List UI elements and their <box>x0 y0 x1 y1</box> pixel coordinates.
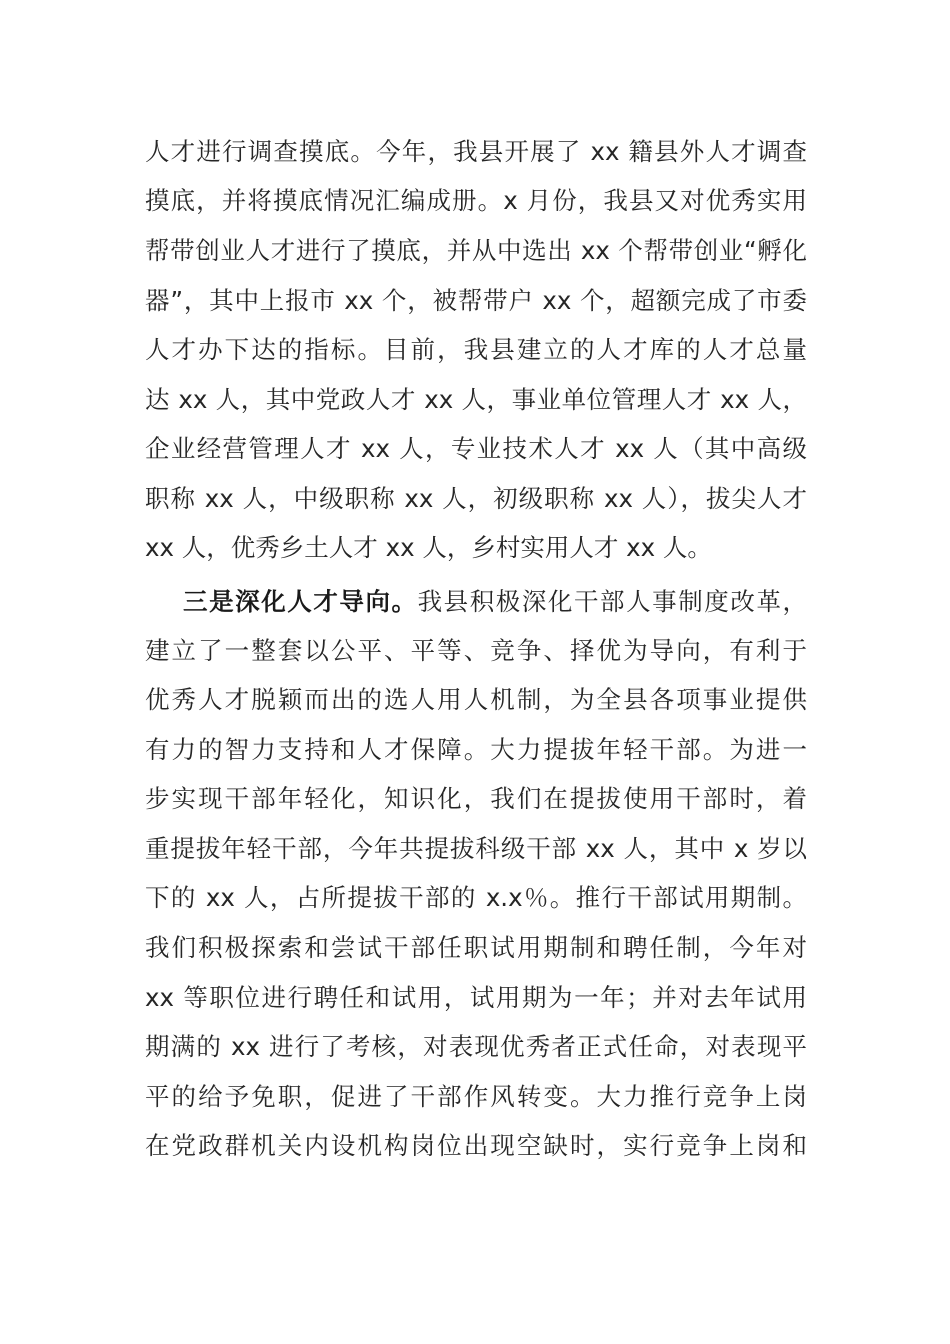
text-line: 重提拔年轻干部，今年共提拔科级干部 xx 人，其中 x 岁以 <box>145 834 807 863</box>
text-line: 有力的智力支持和人才保障。大力提拔年轻干部。为进一 <box>145 735 807 764</box>
text-line: 器”，其中上报市 xx 个，被帮带户 xx 个，超额完成了市委 <box>145 286 807 315</box>
text-line: 平的给予免职，促进了干部作风转变。大力推行竞争上岗 <box>145 1082 807 1111</box>
text-line: 我们积极探索和尝试干部任职试用期制和聘任制，今年对 <box>145 933 807 962</box>
text-line: 优秀人才脱颖而出的选人用人机制，为全县各项事业提供 <box>145 685 807 714</box>
text-line: 人才办下达的指标。目前，我县建立的人才库的人才总量 <box>145 335 807 364</box>
text-line: 在党政群机关内设机构岗位出现空缺时，实行竞争上岗和 <box>145 1131 807 1160</box>
text-line: 建立了一整套以公平、平等、竞争、择优为导向，有利于 <box>145 636 807 665</box>
text-run: 我县积极深化干部人事制度改革， <box>417 587 808 616</box>
text-line: 达 xx 人，其中党政人才 xx 人，事业单位管理人才 xx 人， <box>145 385 807 414</box>
text-line <box>183 582 807 622</box>
text-line: xx 人，优秀乡土人才 xx 人，乡村实用人才 xx 人。 <box>145 533 712 562</box>
text-line: 期满的 xx 进行了考核，对表现优秀者正式任命，对表现平 <box>145 1032 807 1061</box>
text-line: 企业经营管理人才 xx 人，专业技术人才 xx 人（其中高级 <box>145 434 807 463</box>
text-line: xx 等职位进行聘任和试用，试用期为一年；并对去年试用 <box>145 983 807 1012</box>
text-line: 帮带创业人才进行了摸底，并从中选出 xx 个帮带创业“孵化 <box>145 236 807 265</box>
text-line: 职称 xx 人，中级职称 xx 人，初级职称 xx 人），拔尖人才 <box>145 484 807 513</box>
text-line: 下的 xx 人，占所提拔干部的 x.x％。推行干部试用期制。 <box>145 883 807 912</box>
text-line: 步实现干部年轻化，知识化，我们在提拔使用干部时，着 <box>145 784 807 813</box>
text-line: 摸底，并将摸底情况汇编成册。x 月份，我县又对优秀实用 <box>145 186 807 215</box>
text-line: 人才进行调查摸底。今年，我县开展了 xx 籍县外人才调查 <box>145 137 807 166</box>
section-heading: 三是深化人才导向。 <box>183 587 418 616</box>
